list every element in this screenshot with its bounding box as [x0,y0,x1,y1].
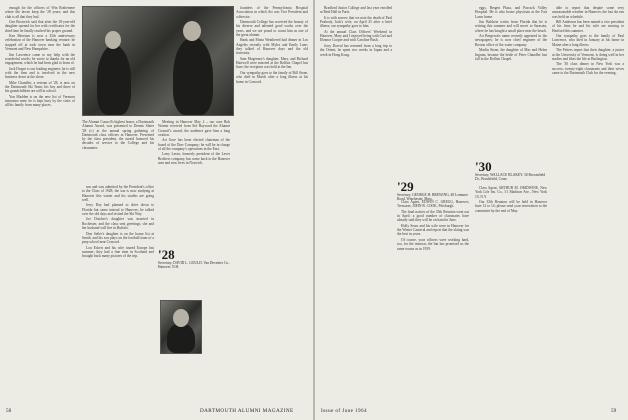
class-heading-29 [397,180,469,202]
class-number: '29 [397,179,414,194]
right-column-3-tail [475,186,547,214]
paragraph: At the annual Class Officers' Weekend in Hanover, Mary and I enjoyed being with Carl and Eleanor Cooper and with Caroline Bush. [320,29,392,43]
paragraph: Larry Lavin, formerly president of the Lever Brothers company, has come back to the Hanover area and now lives in Norwich. [158,152,230,166]
paragraph: Ken Merriam is now a 25th anniversary celebration of the Hanover banking venture; he stopped off at each town near the bank in Vermont and New Hampshire. [5,34,75,52]
page-number-left: 58 [6,408,12,414]
left-column-2 [82,185,154,260]
left-page [0,0,313,420]
right-page [315,0,628,420]
paragraph: The final notices of the 35th Reunion went out in April; a good number of classmates have already said they will be on hand in June. [397,209,469,223]
class-number: '30 [475,159,492,174]
left-column-4 [236,6,308,85]
paragraph: Lou Eckert and his wife toured Europe last summer; they had a fine time in Scotland and brought back many pictures of the trip. [82,245,154,259]
class-secretary: Secretary, GEORGE H. BREWING, 48 Lenmore Road, Winchester, Mass. [397,193,469,202]
paragraph: Mike Chandler, a veteran of '28, is now on the Dartmouth Ski Team; his boy and three of his grandchildren are still in school. [5,80,75,94]
photo-face-right [183,21,201,41]
photo-face-left [105,31,121,49]
paragraph: eggs, Bergen Plaza, and Pascack Valley Hospital. He is also house physician at the Fair Lawn home. [475,6,547,19]
paragraph: Art Bergeron's name recently appeared in the newspapers; he is now chief engineer of the Boston office of the water company. [475,34,547,47]
right-column-1 [320,6,392,58]
class-heading-30 [475,160,547,182]
class-secretary: Secretary, WALLACE BLAKEY, 30 Broomfield Dr., Brookfield, Conn. [475,173,546,182]
right-column-2 [397,200,469,252]
award-ceremony-photo [82,6,234,116]
portrait-photo [160,300,202,354]
paragraph: son and was admitted by the President's office to the Class of 1928; the son is now studying at Hanover this winter and his studies are going well. [82,185,154,202]
paragraph: Holly Sears and his wife were in Hanover for the Winter Carnival and report that the skiing was the best in years. [397,223,469,237]
paragraph: Our sympathy goes to the family of Bill Stone, who died in March after a long illness at his home in Concord. [236,70,308,84]
left-column-1 [5,6,75,109]
paragraph: Meeting in Hanover May 2 – our own Bob Warner received from Sid Hayward the Alumni Council's award; the audience gave him a long ovation. [158,120,230,137]
paragraph: The Fetters report that their daughter, a junior at the University of Vermont, is doing well in her studies and likes the life at Burlington. [552,48,624,61]
paragraph: Jerry Day had planned to drive down to Florida but came instead to Hanover; he talked over the old days and visited the Ski Way. [82,203,154,216]
paragraph: Don Seiler's daughter is on the honor list at Smith, and his son plays on the football team of a prep school near Concord. [82,231,154,245]
paragraph: Of course, your officers were working hard, too, for the reunion; the Inn has promised us the same rooms as in 1959. [397,237,469,251]
paragraph: Class Agent, EDWIN C. GREGG, Hanover; Treasurer, JOHN B. COOK, Pittsburgh. [397,200,469,209]
paragraph: Our sympathy goes to the family of Paul Lawrence, who died in January at his home in Maine after a long illness. [552,34,624,47]
class-secretary: Secretary, DAVID L. GOULD, Van Deventer Co., Hanover, N.H. [158,261,230,270]
right-column-4 [552,6,624,76]
paragraph: The '30 class dinner in New York was a success; twenty-eight classmates and their wives came to the Dartmouth Club for the evening. [552,62,624,75]
paragraph: Gen Bostwick said that after the 18-year-old daughter opened for her with certificates for the third time he finally reached his proper ground. [5,20,75,33]
paragraph: Our 35th Reunion will be held in Hanover June 12 to 14; please send your reservation to the committee by the end of May. [475,200,547,213]
paragraph: Bradford Junior College and last year enrolled at Reid Hall in Paris. [320,6,392,15]
paragraph: Jerry Dorval has returned from a long trip to the Orient; he spent two weeks in Japan and a week in Hong Kong. [320,43,392,57]
paragraph: Sam Mogeeney's daughter, Mary, and Richard Hartwell were married at the Rollins Chapel last June; the reception was held at the Inn. [236,56,308,70]
page-number-right: 59 [611,408,617,414]
paragraph: Class Agent, ARTHUR M. ORIDWINE, New York Life Ins. Co., 51 Madison Ave., New York 10, N.Y. [475,186,547,199]
photo-caption: The Alumni Council's highest honor, a Dartmouth Alumni Award, was presented to Dennis Slater '28 (r.) at the annual spring gathering of Dartmouth class officers in Hanover. Presented by the class president, the award honored his decades of service to the College and his classmates. [82,120,154,150]
paragraph: Yon Madden is on the new list of Vermont insurance men; he is kept busy by the visits of all his family from many places. [5,94,75,108]
paragraph: It is with sorrow that we note the death of Paul Peabody, Jack's wife, on April 25 after a brief illness; our sympathy goes to him. [320,15,392,29]
photo-figure-left [97,45,131,115]
portrait-face [173,309,189,327]
paragraph: founders of the Pennsylvania Hospital Association in which Art was Vice President and a director. [236,6,308,19]
paragraph: Dartmouth College has received the bounty of his diverse and talented good works over the years, and we are proud to count him as one of the great alumni. [236,20,308,37]
portrait-body [167,323,195,353]
paragraph: Jack Draper is our leading engineer; he is still with the firm and is involved in the new business down at the shore. [5,66,75,80]
class-heading-28 [158,248,230,270]
paragraph: Marlin Stone, the daughter of Mac and Helen Ingram, became the bride of Peter Chandler last fall in the Rollins Chapel. [475,48,547,61]
paragraph: able to report that despite some very unseasonable weather in Hanover, the last ski run was held on schedule. [552,6,624,19]
footer-right: Issue of June 1964 [321,408,367,414]
right-column-3 [475,6,547,62]
left-column-3 [158,120,230,167]
paragraph: Jim Baldwin writes from Florida that he is retiring this summer and will move to Sarasota, where he has bought a small place near the beach. [475,20,547,33]
paragraph: Joe Dutcher's daughter was married in Rochester, and the class sent greetings; she and her husband will live in Buffalo. [82,217,154,231]
paragraph: Jim Lawrence came to my help with the wonderful words; he wrote to thanks for an old engagement, which he had been glad to learn of. [5,52,75,66]
paragraph: Hank and Mona Weathered had dinner in Los Angeles recently with Myles and Emily Lane; they talked of Hanover days and the old fraternity. [236,38,308,56]
paragraph: Art Gore has been elected chairman of the board of the Dorr Company; he will be in charge of all the company's operations in the East. [158,138,230,151]
photo-figure-right [173,37,213,115]
footer-left: DARTMOUTH ALUMNI MAGAZINE [200,408,294,414]
paragraph: Bill Anderson has been named a vice president of his firm; he and his wife are moving to Hartford this summer. [552,20,624,33]
paragraph: enough for the officers of Win Rothemere where the lawns keep the '28 years; and this club is all that they had. [5,6,75,19]
class-number: '28 [158,247,175,262]
